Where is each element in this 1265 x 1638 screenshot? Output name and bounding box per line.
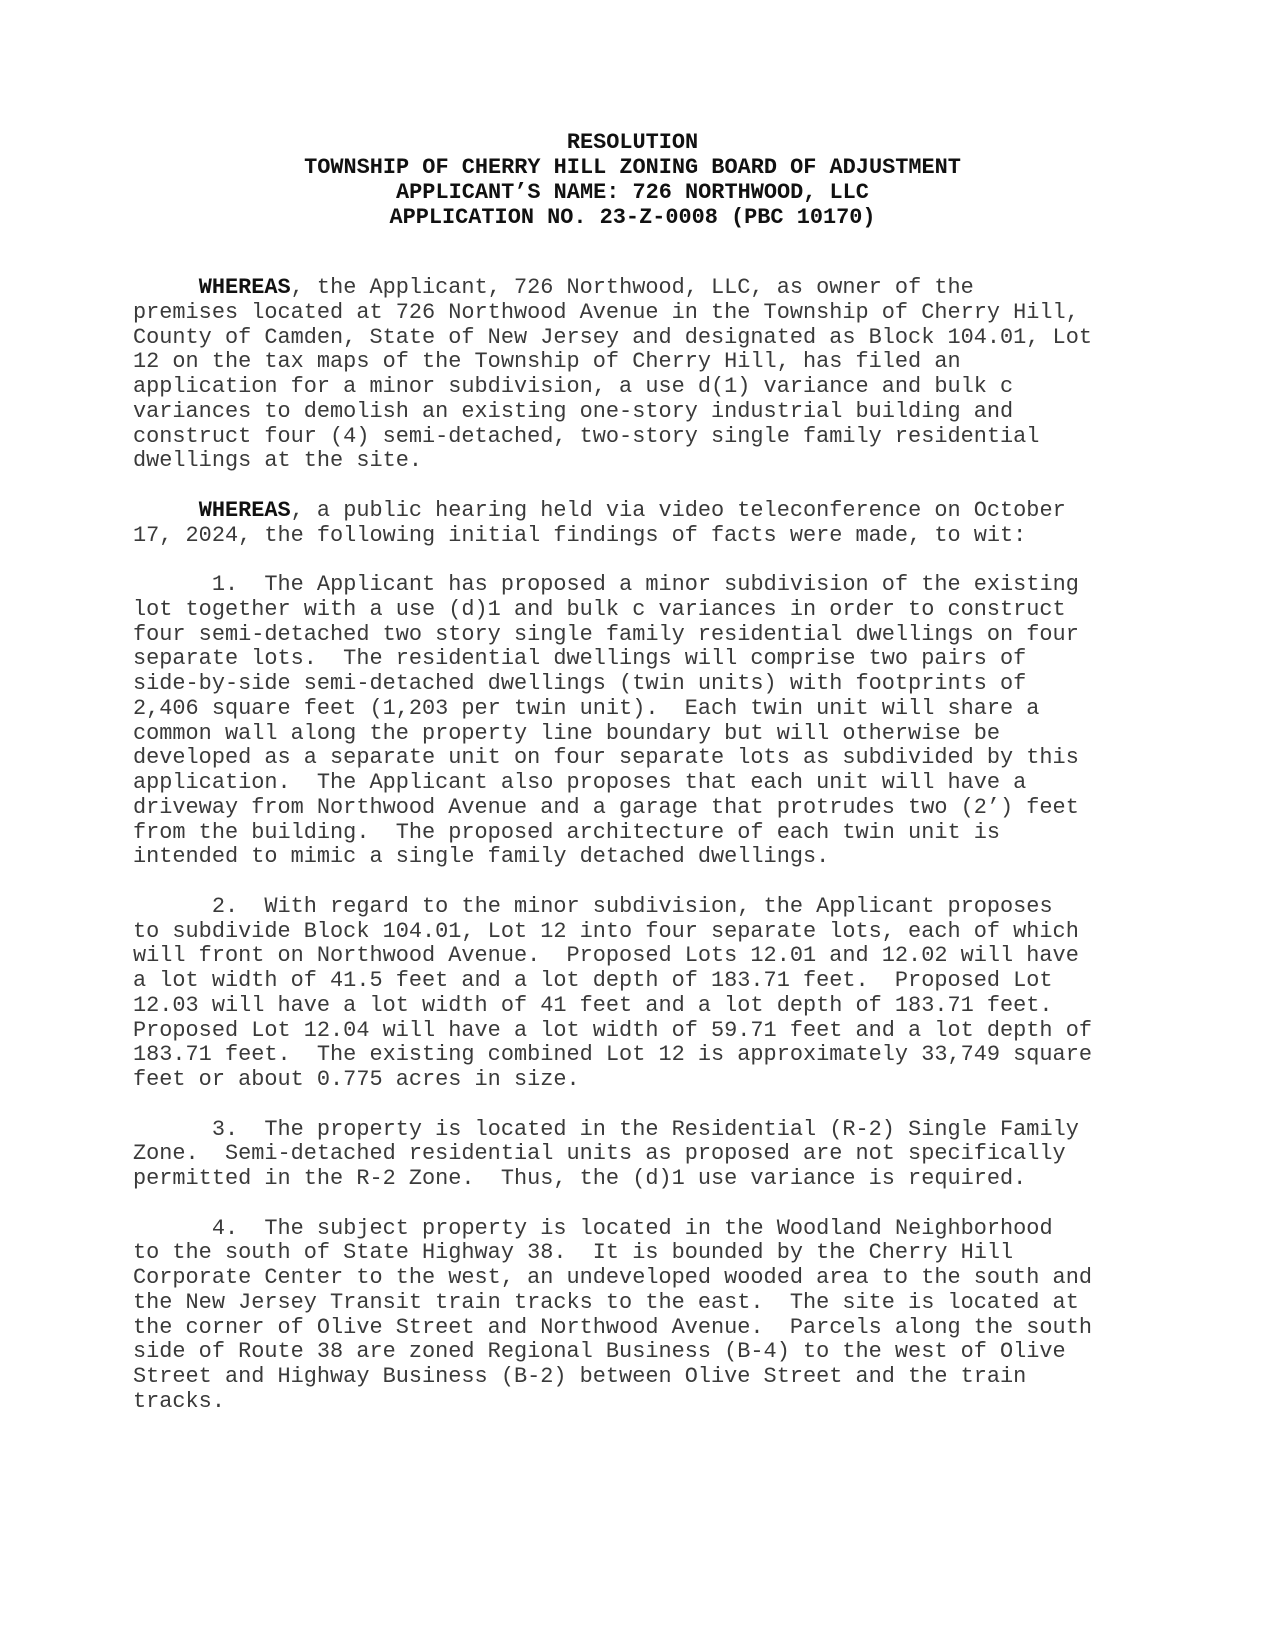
paragraph-line: feet or about 0.775 acres in size. bbox=[133, 1067, 580, 1092]
paragraph-line: developed as a separate unit on four separate lots as subdivided by this bbox=[133, 745, 1079, 771]
header-board: TOWNSHIP OF CHERRY HILL ZONING BOARD OF ADJUSTMENT bbox=[304, 155, 961, 180]
whereas-lead: WHEREAS bbox=[198, 275, 291, 300]
paragraph-line: dwellings at the site. bbox=[133, 448, 423, 474]
finding-number: 4. bbox=[211, 1215, 239, 1241]
paragraph-line: Corporate Center to the west, an undeveloped wooded area to the south and bbox=[133, 1265, 1092, 1290]
paragraph-line: Zone. Semi-detached residential units as proposed are not specifically bbox=[133, 1141, 1066, 1167]
paragraph-line: Street and Highway Business (B-2) between Olive Street and the train bbox=[133, 1364, 1027, 1389]
paragraph-line: County of Camden, State of New Jersey and designated as Block 104.01, Lot bbox=[133, 324, 1092, 350]
whereas-paragraph-hearing: WHEREAS, a public hearing held via video teleconference on October 17, 2024, the following initial findings of facts were made, to wit: bbox=[133, 499, 1133, 549]
paragraph-line: construct four (4) semi-detached, two-story single family residential bbox=[133, 423, 1040, 449]
finding-4: 4. The subject property is located in the Woodland Neighborhood to the south of State Highway 38. It is bounded by the Cherry Hill Corporate Center to the west, an undeveloped wooded area to the south and the New Jersey Transit train tracks to the east. The site is located at the corner of Olive Street and Northwood Avenue. Parcels along the south side of Route 38 are zoned Regional Business (B-4) to the west of Olive Street and Highway Business (B-2) between Olive Street and the train tracks. bbox=[133, 1217, 1133, 1415]
paragraph-line: 183.71 feet. The existing combined Lot 12 is approximately 33,749 square bbox=[133, 1042, 1092, 1068]
finding-number: 1. bbox=[211, 572, 239, 597]
paragraph-line: tracks. bbox=[133, 1388, 225, 1414]
resolution-header bbox=[0, 130, 1265, 230]
paragraph-line: lot together with a use (d)1 and bulk c variances in order to construct bbox=[133, 596, 1066, 622]
paragraph-line: Proposed Lot 12.04 will have a lot width of 59.71 feet and a lot depth of bbox=[133, 1017, 1092, 1043]
paragraph-line: the corner of Olive Street and Northwood Avenue. Parcels along the south bbox=[133, 1314, 1092, 1340]
finding-3: 3. The property is located in the Residential (R-2) Single Family Zone. Semi-detached residential units as proposed are not specifically permitted in the R-2 Zone. Thus, the (d)1 use variance is required. bbox=[133, 1118, 1133, 1192]
header-title: RESOLUTION bbox=[566, 130, 699, 155]
paragraph-line: 12.03 will have a lot width of 41 feet and a lot depth of 183.71 feet. bbox=[133, 992, 1053, 1018]
paragraph-line: 17, 2024, the following initial findings of facts were made, to wit: bbox=[133, 522, 1027, 548]
paragraph-line: application for a minor subdivision, a use d(1) variance and bulk c bbox=[133, 374, 1014, 399]
header-applicant: APPLICANT’S NAME: 726 NORTHWOOD, LLC bbox=[396, 180, 869, 205]
paragraph-line: four semi-detached two story single family residential dwellings on four bbox=[133, 621, 1079, 647]
paragraph-line: side-by-side semi-detached dwellings (twin units) with footprints of bbox=[133, 671, 1027, 696]
paragraph-line: variances to demolish an existing one-story industrial building and bbox=[133, 398, 1014, 424]
finding-number: 2. bbox=[211, 893, 239, 919]
paragraph-line: intended to mimic a single family detached dwellings. bbox=[133, 844, 830, 870]
paragraph-line: a lot width of 41.5 feet and a lot depth of 183.71 feet. Proposed Lot bbox=[133, 968, 1053, 993]
finding-2: 2. With regard to the minor subdivision, the Applicant proposes to subdivide Block 104.01, Lot 12 into four separate lots, each of which will front on Northwood Avenue. Proposed Lots 12.01 and 12.02 will have a lot width of 41.5 feet and a lot depth of 183.71 feet. Proposed Lot 12.03 will have a lot width of 41 feet and a lot depth of 183.71 feet. Proposed Lot 12.04 will have a lot width of 59.71 feet and a lot depth of 183.71 feet. The existing combined Lot 12 is approximately 33,749 square feet or about 0.775 acres in size. bbox=[133, 895, 1133, 1093]
paragraph-line: 2,406 square feet (1,203 per twin unit). Each twin unit will share a bbox=[133, 695, 1040, 721]
finding-1: 1. The Applicant has proposed a minor subdivision of the existing lot together with a use (d)1 and bulk c variances in order to construct four semi-detached two story single family residential dwellings on four separate lots. The residential dwellings will comprise two pairs of side-by-side semi-detached dwellings (twin units) with footprints of 2,406 square feet (1,203 per twin unit). Each twin unit will share a common wall along the property line boundary but will otherwise be developed as a separate unit on four separate lots as subdivided by this application. The Applicant also proposes that each unit will have a driveway from Northwood Avenue and a garage that protrudes two (2’) feet from the building. The proposed architecture of each twin unit is intended to mimic a single family detached dwellings. bbox=[133, 573, 1133, 870]
whereas-paragraph-applicant: WHEREAS, the Applicant, 726 Northwood, LLC, as owner of the premises located at 726 Northwood Avenue in the Township of Cherry Hill, County of Camden, State of New Jersey and designated as Block 104.01, Lot 12 on the tax maps of the Township of Cherry Hill, has filed an application for a minor subdivision, a use d(1) variance and bulk c variances to demolish an existing one-story industrial building and construct four (4) semi-detached, two-story single family residential dwellings at the site. bbox=[133, 276, 1133, 474]
paragraph-line: the New Jersey Transit train tracks to the east. The site is located at bbox=[133, 1289, 1079, 1315]
paragraph-line: to the south of State Highway 38. It is bounded by the Cherry Hill bbox=[133, 1240, 1014, 1266]
paragraph-line: permitted in the R-2 Zone. Thus, the (d)1 use variance is required. bbox=[133, 1166, 1027, 1191]
paragraph-line: to subdivide Block 104.01, Lot 12 into four separate lots, each of which bbox=[133, 918, 1079, 944]
paragraph-line: will front on Northwood Avenue. Proposed Lots 12.01 and 12.02 will have bbox=[133, 943, 1079, 969]
header-application-no: APPLICATION NO. 23-Z-0008 (PBC 10170) bbox=[389, 205, 876, 230]
paragraph-line: 12 on the tax maps of the Township of Cherry Hill, has filed an bbox=[133, 349, 961, 375]
finding-number: 3. bbox=[211, 1116, 239, 1142]
paragraph-line: side of Route 38 are zoned Regional Business (B-4) to the west of Olive bbox=[133, 1339, 1066, 1365]
paragraph-line: from the building. The proposed architecture of each twin unit is bbox=[133, 819, 1001, 845]
paragraph-line: driveway from Northwood Avenue and a garage that protrudes two (2’) feet bbox=[133, 794, 1079, 820]
whereas-lead: WHEREAS bbox=[198, 497, 291, 523]
paragraph-line: application. The Applicant also proposes that each unit will have a bbox=[133, 770, 1027, 795]
document-body bbox=[133, 276, 1133, 1439]
paragraph-line: separate lots. The residential dwellings will comprise two pairs of bbox=[133, 646, 1027, 672]
paragraph-line: premises located at 726 Northwood Avenue in the Township of Cherry Hill, bbox=[133, 299, 1079, 325]
paragraph-line: common wall along the property line boundary but will otherwise be bbox=[133, 720, 1001, 746]
